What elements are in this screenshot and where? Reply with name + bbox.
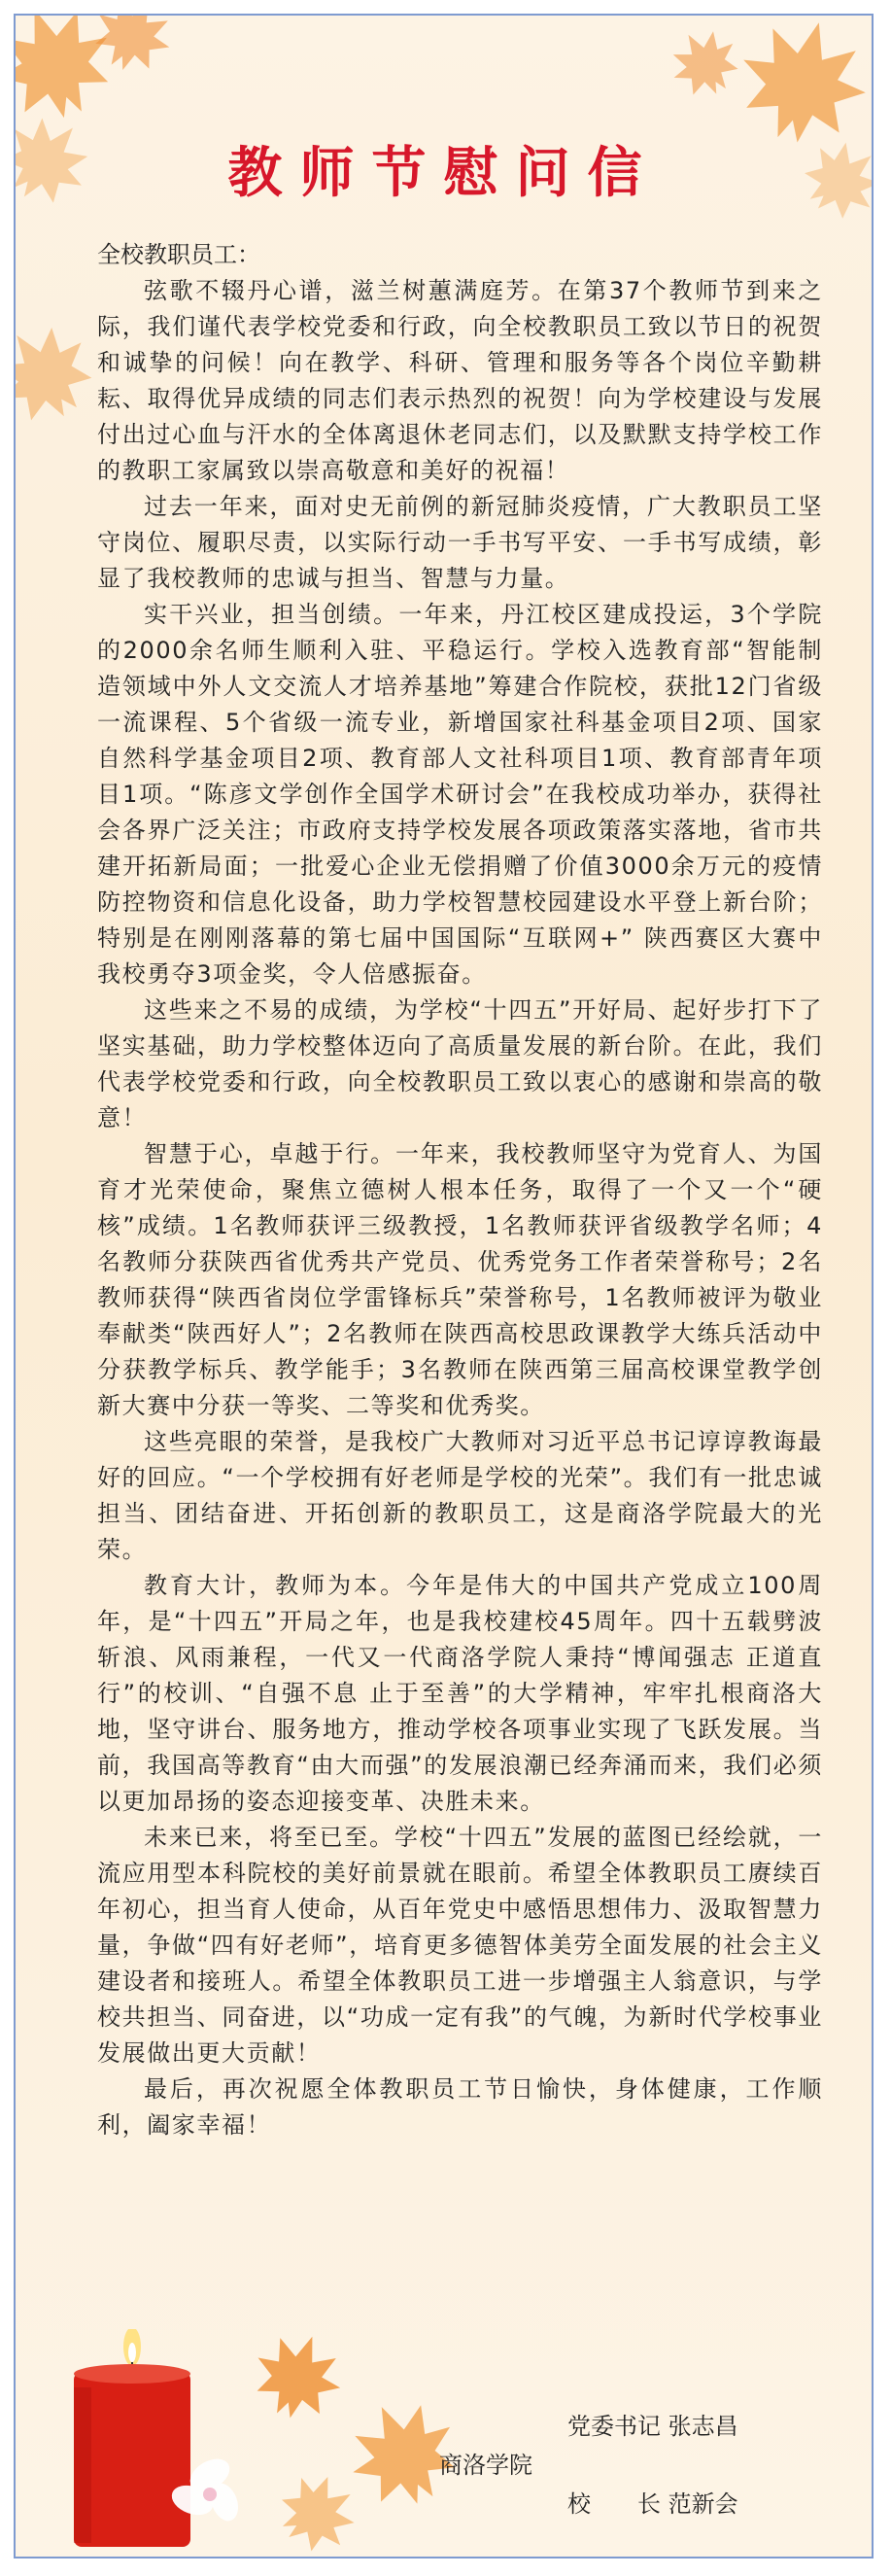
- letter-background: [14, 14, 874, 2559]
- candle-illustration: [64, 2329, 249, 2553]
- paragraph: 弦歌不辍丹心谱，滋兰树蕙满庭芳。在第37个教师节到来之际，我们谨代表学校党委和行政，向全校教职员工致以节日的祝贺和诚挚的问候！向在教学、科研、管理和服务等各个岗位辛勤耕耘、取得优异成绩的同志们表示热烈的祝贺！向为学校建设与发展付出过心血与汗水的全体离退休老同志们，以及默默支持学校工作的教职工家属致以崇高敬意和美好的祝福！: [97, 277, 823, 484]
- paragraph: 过去一年来，面对史无前例的新冠肺炎疫情，广大教职员工坚守岗位、履职尽责，以实际行动一手书写平安、一手书写成绩，彰显了我校教师的忠诚与担当、智慧与力量。: [97, 493, 823, 592]
- letter-greeting: 全校教职员工：: [97, 241, 260, 268]
- paragraph: 教育大计，教师为本。今年是伟大的中国共产党成立100周年，是“十四五”开局之年，也是我校建校45周年。四十五载劈波斩浪、风雨兼程，一代又一代商洛学院人秉持“博闻强志 正道直行”的校训、“自强不息 止于至善”的大学精神，牢牢扎根商洛大地，坚守讲台、服务地方，推动学校各项事业实现了飞跃发展。当前，我国高等教育“由大而强”的发展浪潮已经奔涌而来，我们必须以更加昂扬的姿态迎接变革、决胜未来。: [97, 1572, 823, 1815]
- paragraph: 智慧于心，卓越于行。一年来，我校教师坚守为党育人、为国育才光荣使命，聚焦立德树人根本任务，取得了一个又一个“硬核”成绩。1名教师获评三级教授，1名教师获评省级教学名师；4名教师分获陕西省优秀共产党员、优秀党务工作者荣誉称号；2名教师获得“陕西省岗位学雷锋标兵”荣誉称号，1名教师被评为敬业奉献类“陕西好人”；2名教师在陕西高校思政课教学大练兵活动中分获教学标兵、教学能手；3名教师在陕西第三届高校课堂教学创新大赛中分获一等奖、二等奖和优秀奖。: [97, 1140, 823, 1419]
- paragraph: 这些来之不易的成绩，为学校“十四五”开好局、起好步打下了坚实基础，助力学校整体迈向了高质量发展的新台阶。在此，我们代表学校党委和行政，向全校教职员工致以衷心的感谢和崇高的敬意！: [97, 996, 823, 1131]
- paragraph: 实干兴业，担当创绩。一年来，丹江校区建成投运，3个学院的2000余名师生顺利入驻、平稳运行。学校入选教育部“智能制造领域中外人文交流人才培养基地”筹建合作院校，获批12门省级一流课程、5个省级一流专业，新增国家社科基金项目2项、国家自然科学基金项目2项、教育部人文社科项目1项、教育部青年项目1项。“陈彦文学创作全国学术研讨会”在我校成功举办，获得社会各界广泛关注；市政府支持学校发展各项政策落实落地，省市共建开拓新局面；一批爱心企业无偿捐赠了价值3000余万元的疫情防控物资和信息化设备，助力学校智慧校园建设水平登上新台阶；特别是在刚刚落幕的第七届中国国际“互联网+” 陕西赛区大赛中我校勇夺3项金奖，令人倍感振奋。: [97, 601, 823, 988]
- maple-leaf-decoration-bottom: [229, 2319, 501, 2559]
- letter-body: [97, 237, 823, 2143]
- paragraph: 最后，再次祝愿全体教职员工节日愉快，身体健康，工作顺利，阖家幸福！: [97, 2075, 823, 2139]
- signature-party-secretary: 党委书记 张志昌: [567, 2413, 738, 2440]
- signature-college: 商洛学院: [439, 2452, 532, 2479]
- letter-title: 教师节慰问信: [227, 141, 660, 205]
- signature-president: 校 长 范新会: [567, 2490, 738, 2518]
- paragraph: 未来已来，将至已至。学校“十四五”发展的蓝图已经绘就，一流应用型本科院校的美好前景就在眼前。希望全体教职员工赓续百年初心，担当育人使命，从百年党史中感悟思想伟力、汲取智慧力量，争做“四有好老师”，培育更多德智体美劳全面发展的社会主义建设者和接班人。希望全体教职员工进一步增强主人翁意识，与学校共担当、同奋进，以“功成一定有我”的气魄，为新时代学校事业发展做出更大贡献！: [97, 1824, 823, 2067]
- paragraph: 这些亮眼的荣誉，是我校广大教师对习近平总书记谆谆教诲最好的回应。“一个学校拥有好老师是学校的光荣”。我们有一批忠诚担当、团结奋进、开拓创新的教职员工，这是商洛学院最大的光荣。: [97, 1428, 823, 1563]
